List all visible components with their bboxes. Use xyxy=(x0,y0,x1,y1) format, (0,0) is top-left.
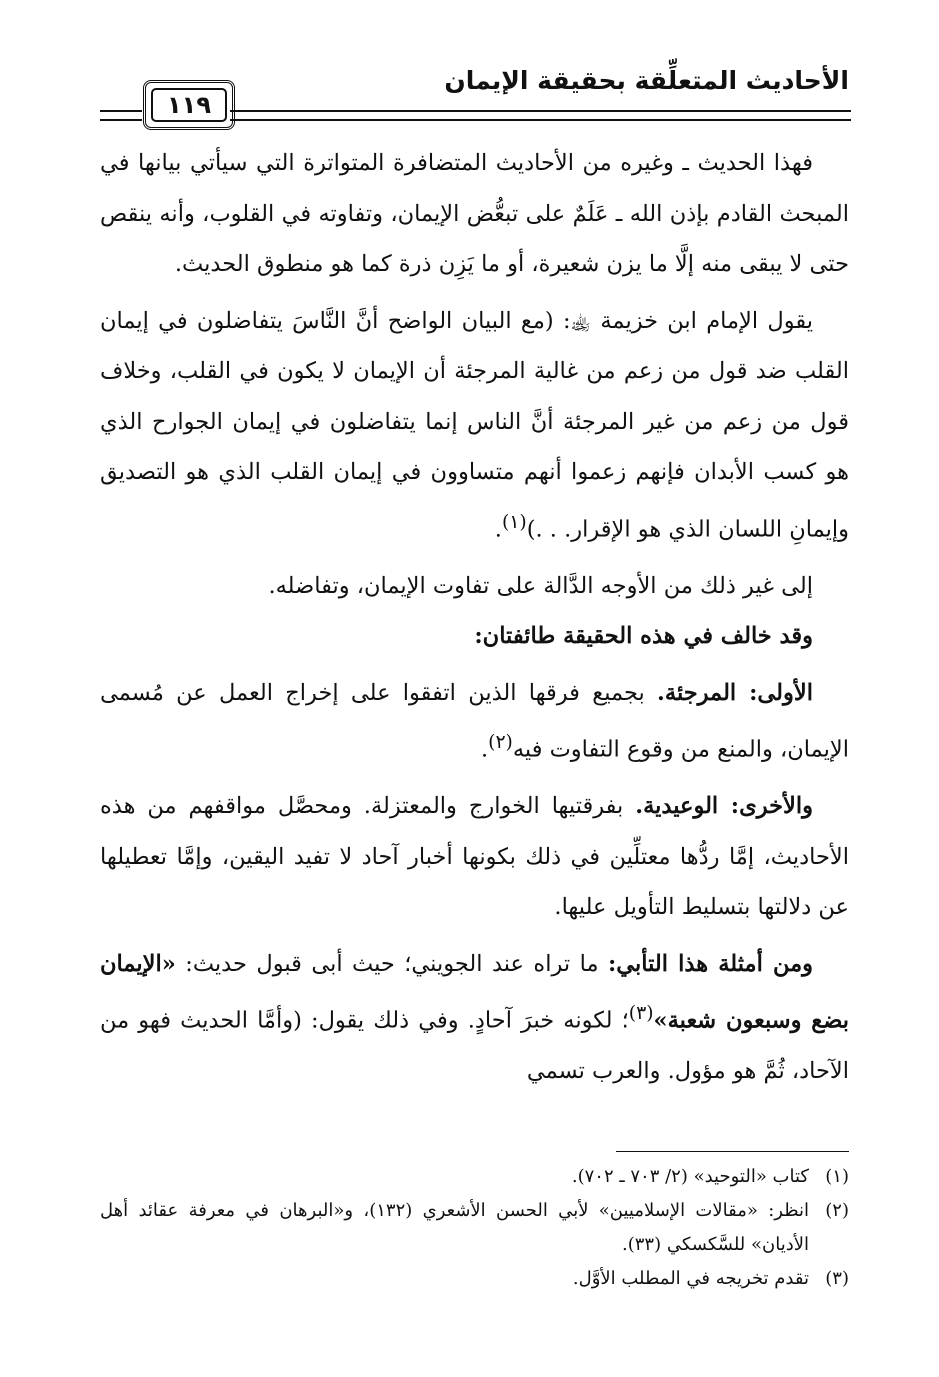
paragraph-4 xyxy=(100,611,849,662)
footnote-ref-2: (٢) xyxy=(488,732,513,753)
paragraph-7-text-b: ؛ لكونه خبرَ آحادٍ. وفي ذلك يقول: (وأمَّا الحديث فهو من الآحاد، ثُمَّ هو مؤول. والعرب تسمي xyxy=(100,1007,849,1084)
footnotes xyxy=(100,1160,849,1296)
paragraph-7-text-a: ما تراه عند الجويني؛ حيث أبى قبول حديث: xyxy=(175,950,608,977)
header-rule xyxy=(230,110,851,121)
paragraph-6 xyxy=(100,781,849,933)
term-murjia: الأولى: المرجئة. xyxy=(657,679,813,706)
header-rule-left xyxy=(100,110,142,121)
paragraph-2-text: يقول الإمام ابن خزيمة ﵀: (مع البيان الواضح أنَّ النَّاسَ يتفاضلون في إيمان القلب ضد قول من زعم من غالية المرجئة أن الإيمان لا يكون في القلب، وخلاف قول من زعم من غير المرجئة أنَّ الناس إنما يتفاضلون في إيمان الجوارح الذي هو كسب الأبدان فإنهم زعموا أنهم متساوون في إيمان القلب الذي هو التصديق وإيمانِ اللسان الذي هو الإقرار. . .) xyxy=(100,307,849,542)
term-examples: ومن أمثلة هذا التأبي: xyxy=(607,950,813,977)
footnote xyxy=(100,1160,849,1194)
footnote xyxy=(100,1194,849,1262)
paragraph-3: إلى غير ذلك من الأوجه الدَّالة على تفاوت الإيمان، وتفاضله. xyxy=(268,572,813,599)
paragraph-4-bold: وقد خالف في هذه الحقيقة طائفتان: xyxy=(474,623,813,649)
footnote-ref-1: (١) xyxy=(501,511,527,533)
page-number: ١١٩ xyxy=(151,88,227,122)
term-waeediyya: والأخرى: الوعيدية. xyxy=(635,793,813,819)
main-text xyxy=(100,138,849,1097)
footnote-ref-3: (٣) xyxy=(628,1003,654,1024)
paragraph-1: فهذا الحديث ـ وغيره من الأحاديث المتضافرة المتواترة التي سيأتي بيانها في المبحث القادم بإذن الله ـ عَلَمٌ على تبعُّض الإيمان، وتفاوته في القلوب، وأنه ينقص حتى لا يبقى منه إلَّا ما يزن شعيرة، أو ما يَزِن ذرة كما هو منطوق الحديث. xyxy=(100,150,849,277)
running-title: الأحاديث المتعلِّقة بحقيقة الإيمان xyxy=(444,66,849,95)
footnote-text: تقدم تخريجه في المطلب الأوَّل. xyxy=(572,1268,809,1289)
footnote-text: انظر: «مقالات الإسلاميين» لأبي الحسن الأشعري (١٣٢)، و«البرهان في معرفة عقائد أهل الأديان» للسَّكسكي (٣٣). xyxy=(100,1200,809,1255)
footnote-text: كتاب «التوحيد» (٢/ ٧٠٣ ـ ٧٠٢). xyxy=(571,1166,809,1187)
paragraph-5-text: بجميع فرقها الذين اتفقوا على إخراج العمل عن مُسمى الإيمان، والمنع من وقوع التفاوت فيه xyxy=(100,679,849,763)
paragraph-6-text: بفرقتيها الخوارج والمعتزلة. ومحصَّل مواقفهم من هذه الأحاديث، إمَّا ردُّها معتلِّين في ذلك بكونها أخبار آحاد لا تفيد اليقين، وإمَّا تعطيلها عن دلالتها بتسليط التأويل عليها. xyxy=(100,793,849,920)
footnote-number: (٣) xyxy=(825,1268,849,1289)
paragraph-2 xyxy=(100,296,849,555)
footnote-number: (٢) xyxy=(825,1200,849,1221)
paragraph-2-end: . xyxy=(494,516,502,542)
page-number-frame xyxy=(143,80,235,130)
paragraph-5 xyxy=(100,668,849,776)
footnote-number: (١) xyxy=(825,1166,849,1187)
footnote xyxy=(100,1262,849,1296)
footnote-rule xyxy=(616,1151,849,1152)
paragraph-5-end: . xyxy=(480,736,489,763)
paragraph-7 xyxy=(100,939,849,1097)
hadith-quote: «الإيمان بضع وسبعون شعبة» xyxy=(100,950,850,1034)
